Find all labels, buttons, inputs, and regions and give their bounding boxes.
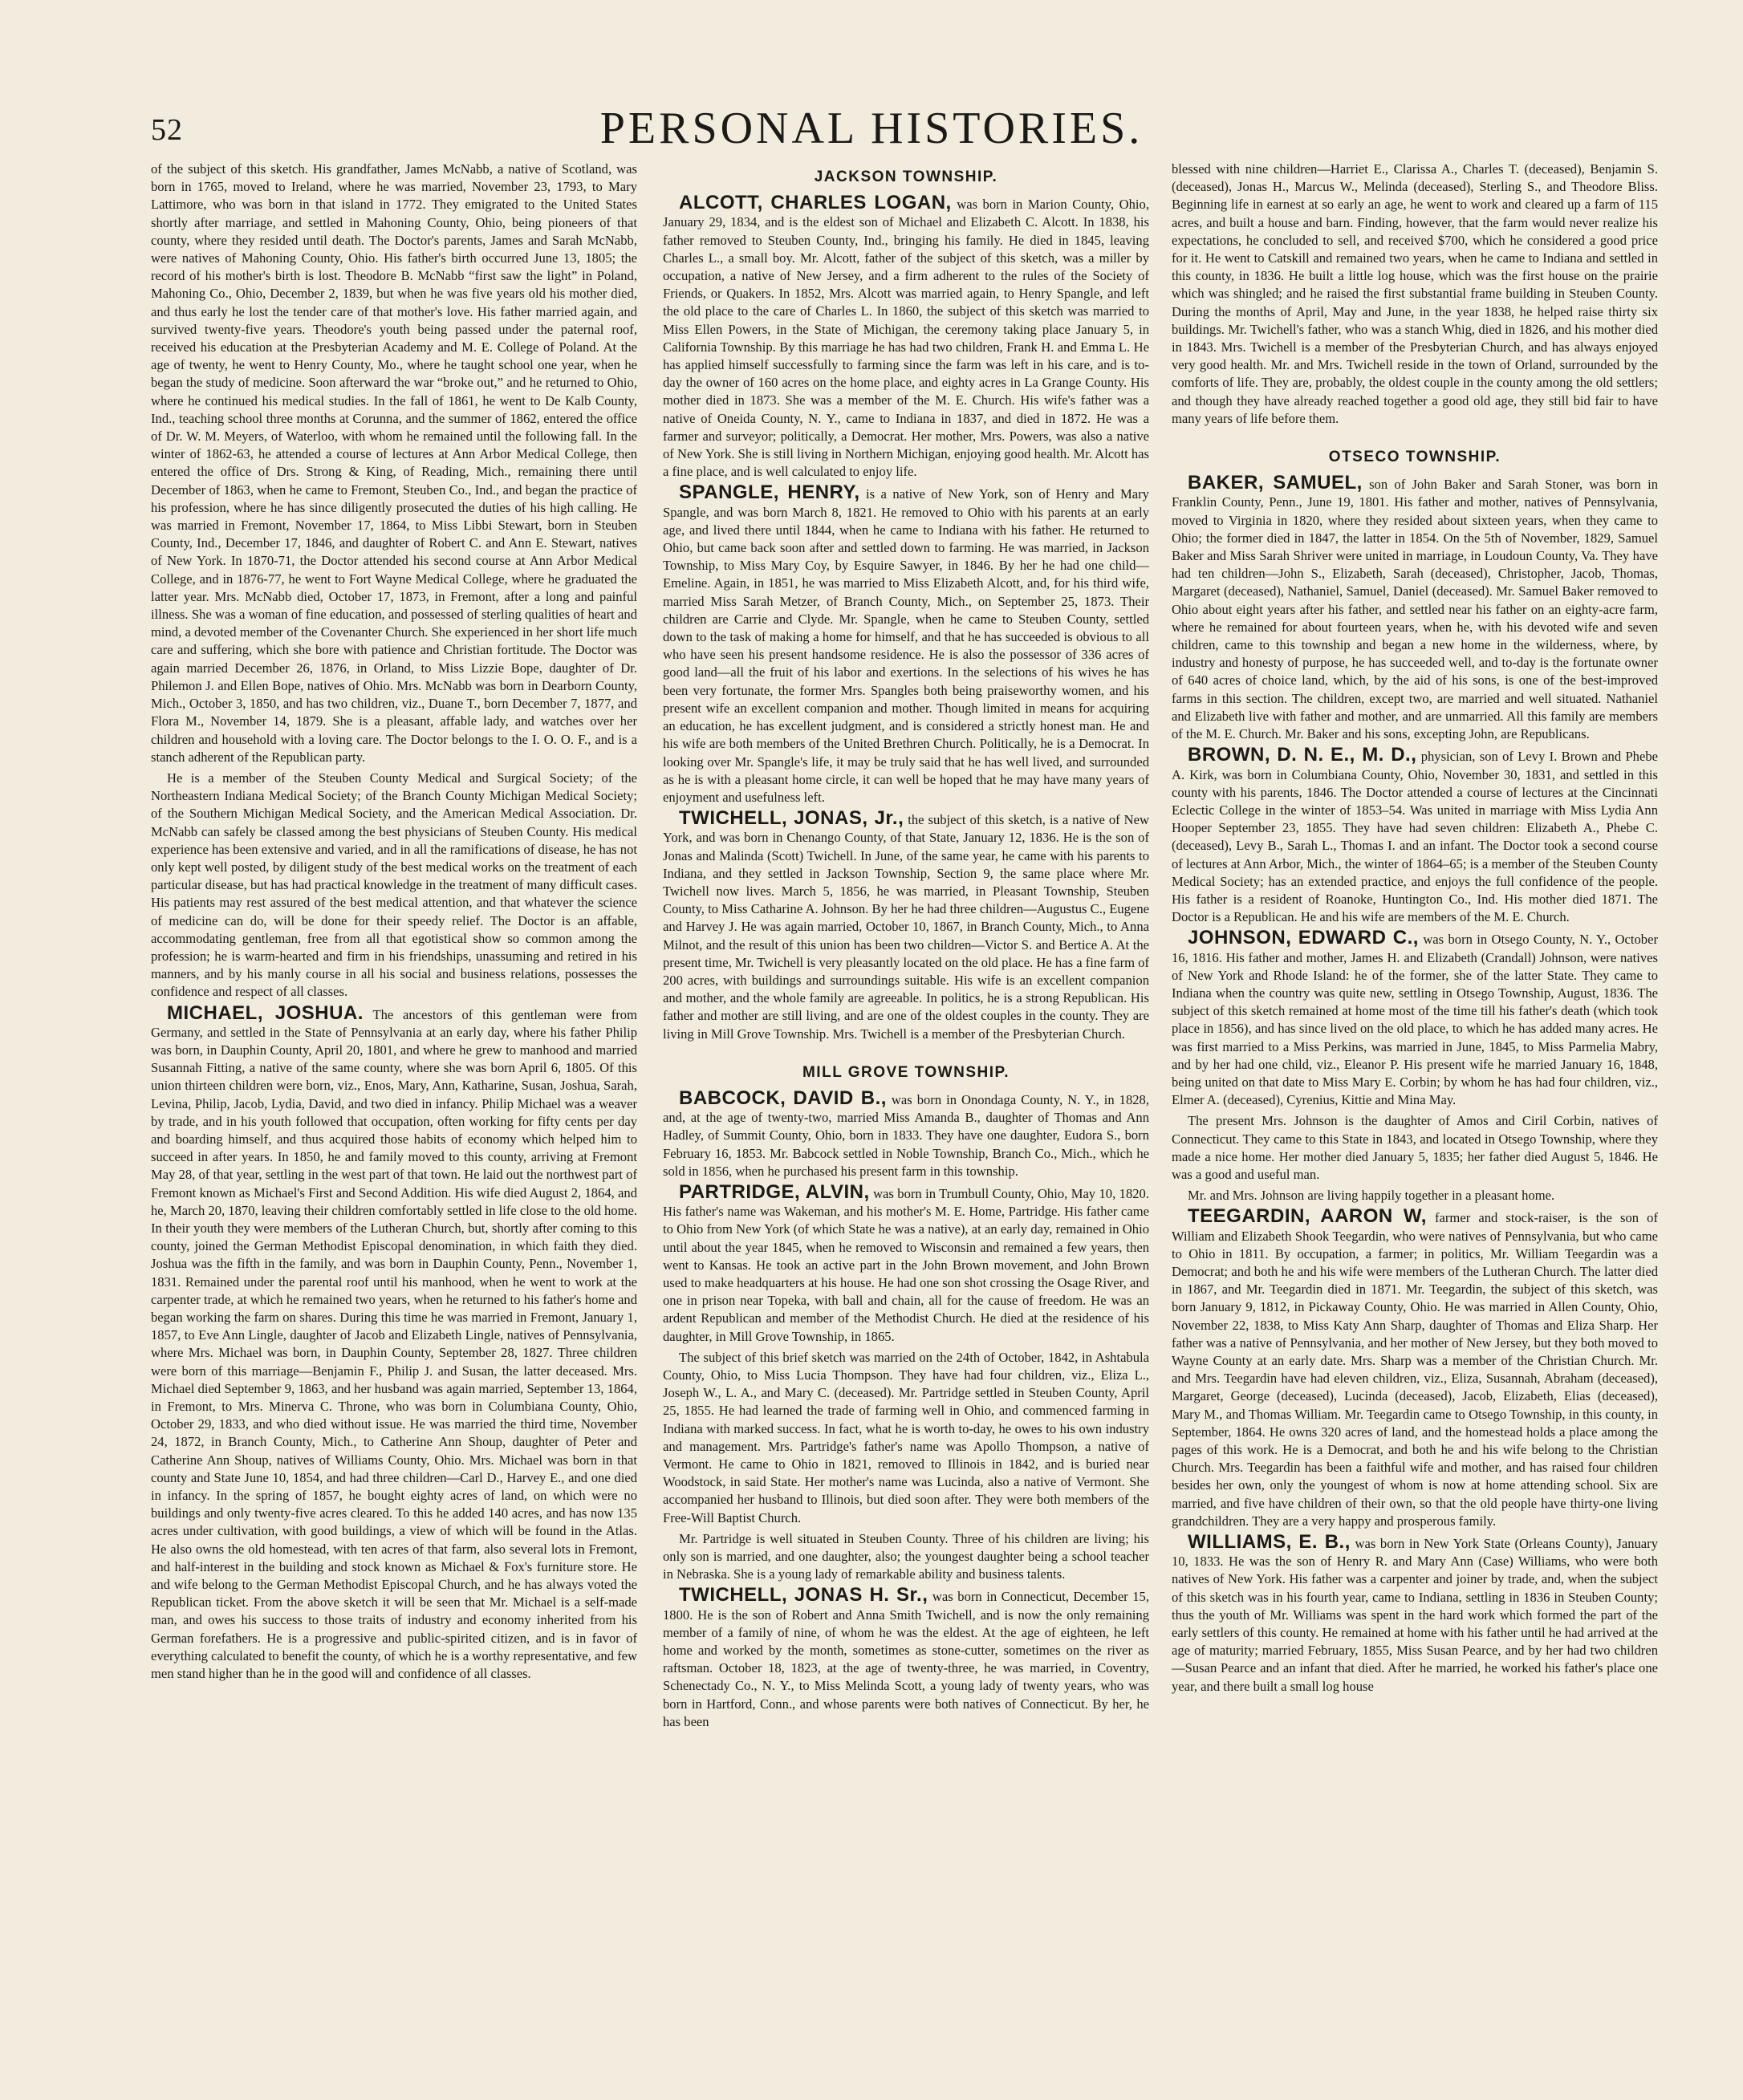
entry-name: JOHNSON, EDWARD C., [1188,927,1419,949]
alcott-entry [663,194,1149,481]
entry-name: BABCOCK, DAVID B., [679,1087,887,1109]
entry-name: SPANGLE, HENRY, [679,481,860,504]
township-heading: JACKSON TOWNSHIP. [814,169,998,185]
partridge-paragraph-3: Mr. Partridge is well situated in Steuben County. Three of his children are living; his only son is married, and one daughter, also; the youngest daughter being a school teacher in Nebraska. She is a young lady of remarkable ability and business talents. [663,1530,1149,1582]
entry-text: the subject of this sketch, is a native of New York, and was born in Chenango County, of that State, January 12, 1836. He is the son of Jonas and Malinda (Scott) Twichell. In June, of the same year, he came with his parents to Indiana, and they settled in Jackson Township, Section 9, the same place where Mr. Twichell now lives. March 5, 1856, he was married, in Pleasant Township, Steuben County, to Miss Catharine A. Johnson. By her he had three children—Augustus C., Eugene and Harvey J. He was again married, October 10, 1867, in Branch County, Mich., to Anna Milnot, and the result of this union has been two children—Victor S. and Bertice A. At the present time, Mr. Twichell is very pleasantly located on the old place. He has a fine farm of 200 acres, with buildings and surroundings suitable. His wife is an excellent companion and mother, and the whole family are agreeable. In politics, he is a strong Republican. His father and mother are still living, and are one of the oldest couples in the county. They are living in Mill Grove Township. Mrs. Twichell is a member of the Presbyterian Church. [663,812,1149,1042]
partridge-entry [663,1180,1149,1346]
entry-name: TWICHELL, JONAS, Jr., [679,807,904,830]
mcnabb-paragraph: of the subject of this sketch. His grandfather, James McNabb, a native of Scotland, was born in 1765, moved to Ireland, where he was married, November 23, 1793, to Mary Lattimore, who was born in that island in 1772. They emigrated to the United States shortly after marriage, and settled in Mahoning County, Ohio, being pioneers of that county, where they resided until death. The Doctor's parents, James and Sarah McNabb, were natives of Mahoning County, Ohio. His father's birth occurred June 13, 1805; the record of his mother's birth is lost. Theodore B. McNabb “first saw the light” in Poland, Mahoning Co., Ohio, December 2, 1839, but when he was five years old his mother died, and thus early he lost the tender care of that mother's love. His father married again, and survived twenty-five years. Theodore's youth being passed under the paternal roof, received his education at the Presbyterian Academy and M. E. College of Poland. At the age of twenty, he went to Henry County, Mo., where he taught school one year, when he began the study of medicine. Soon afterward the war “broke out,” and he returned to Ohio, where he continued his medical studies. In the fall of 1861, he went to De Kalb County, Ind., teaching school three months at Corunna, and the summer of 1862, entered the office of Dr. W. M. Meyers, of Waterloo, with whom he remained until the following fall. In the winter of 1862-63, he attended a course of lectures at Ann Arbor Medical College, then entered the office of Drs. Strong & King, of Reading, Mich., remaining there until December of 1863, when he came to Fremont, Steuben Co., Ind., and began the practice of his profession, where he has since diligently prosecuted the duties of his high calling. He was married in Fremont, November 17, 1864, to Miss Libbi Stewart, born in Steuben County, Ind., December 17, 1846, and daughter of Robert C. and Ann E. Stewart, natives of New York. In 1870-71, the Doctor attended his second course at Ann Arbor Medical College, and in 1876-77, he went to Fort Wayne Medical College, where he graduated the latter year. Mrs. McNabb died, October 17, 1873, in Fremont, after a long and painful illness. She was a woman of fine education, and possessed of sterling qualities of heart and mind, a devoted member of the Covenanter Church. She experienced in her short life much care and suffering, which she bore with patience and Christian fortitude. The Doctor was again married December 26, 1876, in Orland, to Miss Lizzie Bope, daughter of Dr. Philemon J. and Ellen Bope, natives of Ohio. Mrs. McNabb was born in Dearborn County, Mich., October 3, 1850, and has two children, viz., Duane T., born December 7, 1877, and Flora M., November 14, 1879. She is a pleasant, affable lady, and watches over her children and household with a loving care. The Doctor belongs to the I. O. O. F., and is a stanch adherent of the Republican party. [151,161,637,765]
column-middle [663,160,1149,2070]
babcock-entry [663,1087,1149,1180]
entry-text: is a native of New York, son of Henry and Mary Spangle, and was born March 8, 1821. He removed to Ohio with his parents at an early age, and lived there until 1844, when he came to Indiana with his father. He returned to Ohio, but came back soon after and settled down to farming. He was married, in Jackson Township, to Miss Mary Coy, by Esquire Sawyer, in 1846. By her he had one child—Emeline. Again, in 1851, he was married to Miss Elizabeth Alcott, and, for his third wife, married Miss Sarah Metzer, of Branch County, Mich., on September 25, 1873. Their children are Carrie and Clyde. Mr. Spangle, when he came to Steuben County, settled down to the task of making a home for himself, and that he has succeeded is obvious to all who have seen his present handsome residence. He is also the possessor of 336 acres of good land—all the fruit of his labor and exertions. In the selections of his wives he has been very fortunate, the former Mrs. Spangles both being praiseworthy women, and his present wife an excellent companion and mother. Though limited in means for acquiring an education, he has excellent judgment, and is considered a strictly honest man. He and his wife are both members of the United Brethren Church. Politically, he is a Democrat. In looking over Mr. Spangle's life, it may be truly said that he has well lived, and surrounded as he is with a pleasant home circle, it can well be hoped that he may have many years of enjoyment and usefulness left. [663,486,1149,805]
township-heading: MILL GROVE TOWNSHIP. [802,1063,1010,1081]
entry-name: ALCOTT, CHARLES LOGAN, [679,192,952,214]
entry-name: TEEGARDIN, AARON W, [1188,1205,1427,1228]
williams-entry [1172,1533,1658,1696]
twichell-sr-entry [663,1586,1149,1731]
spangle-entry [663,481,1149,806]
page-title: PERSONAL HISTORIES. [599,104,1144,153]
column-left [151,160,637,2070]
twichell-jr-entry [663,807,1149,1043]
entry-text: was born in Trumbull County, Ohio, May 10, 1820. His father's name was Wakeman, and his mother's M. E. Home, Partridge. His father came to Ohio from New York (of which State he was a native), at an early day, remained in Ohio until about the year 1845, when he removed to Wisconsin and remained a few years, then went to Kansas. He took an active part in the John Brown movement, and John Brown used to make headquarters at his house. He had one son shot crossing the Osage River, and one in prison near Topeka, with ball and chain, all for the cause of freedom. He was an ardent Republican and member of the Methodist Church. He died at the residence of his daughter, in Mill Grove Township, in 1865. [663,1185,1149,1344]
entry-name: TWICHELL, JONAS H. Sr., [679,1584,928,1606]
column-right [1172,160,1658,2070]
entry-text: son of John Baker and Sarah Stoner, was born in Franklin County, Penn., June 19, 1801. His father and mother, natives of Pennsylvania, moved to Virginia in 1820, where they resided about sixteen years, when they came to Ohio; the former died in 1847, the latter in 1854. On the 5th of November, 1829, Samuel Baker and Miss Sarah Shriver were united in marriage, in Loudoun County, Va. They have had ten children—John S., Elizabeth, Sarah (deceased), Christopher, Jacob, Thomas, Margaret (deceased), Nathaniel, Samuel, Daniel (deceased). Mr. Samuel Baker removed to Ohio about eight years after his father, and settled near his father on an eighty-acre farm, where he remained for about fourteen years, when he, with his devoted wife and seven children, came to this township and began a new home in the wilderness, where, by industry and honesty of purpose, he has succeeded well, and to-day is the fortunate owner of 640 acres of choice land, which, by the aid of his sons, is one of the best-improved farms in this section. The children, except two, are married and well situated. Nathaniel and Elizabeth live with father and mother, and are unmarried. All this family are members of the M. E. Church. Mr. Baker and his sons, excepting John, are Republicans. [1172,477,1658,742]
entry-name: MICHAEL, JOSHUA. [167,1001,364,1024]
entry-name: BAKER, SAMUEL, [1188,472,1363,494]
entry-name: BROWN, D. N. E., M. D., [1188,744,1417,766]
entry-text: physician, son of Levy I. Brown and Phebe A. Kirk, was born in Columbiana County, Ohio, November 30, 1831, and settled in this county with his parents, 1846. The Doctor attended a course of lectures at the Cincinnati Eclectic College in the winter of 1853–54. Was united in marriage with Miss Lydia Ann Hooper September 23, 1855. They have had seven children: Elizabeth A., Phebe C. (deceased), Levy B., Sarah L., Thomas I. and an infant. The Doctor took a second course of lectures at Ann Arbor, Mich., the winter of 1864–65; is a member of the Steuben County Medical Society; has an extended practice, and enjoys the full confidence of the people. His father is a resident of Roanoke, Huntington Co., Ind. His mother died 1871. The Doctor is a Republican. He and his wife are members of the M. E. Church. [1172,749,1658,925]
brown-entry [1172,746,1658,926]
entry-text: was born in Onondaga County, N. Y., in 1828, and, at the age of twenty-two, married Miss Amanda B., daughter of Thomas and Ann Hadley, of Summit County, Ohio, born in 1833. They have one daughter, Eudora S., born February 16, 1853. Mr. Babcock settled in Noble Township, Branch Co., Mich., which he sold in 1856, when he purchased his present farm in this township. [663,1091,1149,1179]
partridge-paragraph-2: The subject of this brief sketch was married on the 24th of October, 1842, in Ashtabula County, Ohio, to Miss Lucia Thompson. They have had four children, viz., Eliza L., Joseph W., L. A., and Mary C. (deceased). Mr. Partridge settled in Steuben County, April 25, 1855. He had learned the trade of farming well in Ohio, and commenced farming in Indiana with marked success. In fact, what he is worth to-day, he owes to his own industry and management. Mrs. Partridge's father's name was Apollo Thompson, a native of Vermont. He came to Ohio in 1821, removed to Illinois in 1842, and is buried near Woodstock, in said State. Her mother's name was Lucinda, also a native of Vermont. She accompanied her husband to Illinois, but died soon after. They were both members of the Free-Will Baptist Church. [663,1349,1149,1525]
entry-text: was born in Marion County, Ohio, January 29, 1834, and is the eldest son of Michael and Elizabeth C. Alcott. In 1838, his father removed to Steuben County, Ind., bringing his family. He died in 1845, leaving Charles L., a small boy. Mr. Alcott, father of the subject of this sketch, was a miller by occupation, a native of New Jersey, and a firm adherent to the rules of the Society of Friends, or Quakers. In 1852, Mrs. Alcott was married again, to Henry Spangle, and left the old place to the care of Charles L. In 1860, the subject of this sketch was married to Miss Ellen Powers, in the State of Michigan, the ceremony taking place January 5, in California Township. By this marriage he has had two children, Frank H. and Emma L. He has applied himself successfully to farming since the farm was left in his care, and is to-day the owner of 160 acres on the home place, and eighty acres in La Grange County. His mother died in 1873. She was a member of the M. E. Church. His wife's father was a native of Oneida County, N. Y., came to Indiana in 1837, and died in 1872. He was a farmer and surveyor; politically, a Democrat. Her mother, Mrs. Powers, was also a native of New York. She is still living in Northern Michigan, enjoying good health. Mr. Alcott has a fine place, and is well calculated to enjoy life. [663,197,1149,480]
mcnabb-paragraph-2: He is a member of the Steuben County Medical and Surgical Society; of the Northeastern Indiana Medical Society; of the Branch County Michigan Medical Society; of the Southern Michigan Medical Society, and the American Medical Association. Dr. McNabb can safely be classed among the best physicians of Steuben County. His medical experience has been extensive and varied, and in all the ramifications of disease, he has not only kept well posted, by diligent study of the best medical works on the treatment of each particular disease, but has had practical knowledge in the treatment of many difficult cases. His patients may rest assured of the best medical attention, and that whatever the science of medicine can do, will be done for their speedy relief. The Doctor is an affable, accommodating gentleman, free from all that egotistical show so common among the profession; he is warm-hearted and firm in his friendships, unassuming and retired in his manners, and by his manly course in all his social and business relations, possesses the confidence and respect of all classes. [151,770,637,1000]
teegardin-entry [1172,1205,1658,1530]
entry-text: was born in Connecticut, December 15, 1800. He is the son of Robert and Anna Smith Twichell, and is now the only remaining member of a family of nine, of whom he was the eldest. At the age of eighteen, he left home and worked by the month, sometimes as stone-cutter, sometimes on the river as raftsman. October 18, 1823, at the age of twenty-three, he was married, in Coventry, Schenectady Co., N. Y., to Miss Melinda Scott, a young lady of twenty years, who was born in Hartford, Conn., and whose parents were both natives of Connecticut. By her, he has been [663,1589,1149,1729]
entry-name: PARTRIDGE, ALVIN, [679,1180,870,1203]
entry-text: was born in New York State (Orleans County), January 10, 1833. He was the son of Henry R. and Mary Ann (Case) Williams, who were both natives of New York. His father was a carpenter and joiner by trade, and, when the subject of this sketch was in his fourth year, came to Indiana, settling in 1836 in Steuben County; thus the youth of Mr. Williams was spent in the hard work which formed the part of the early settlers of this county. He remained at home with his father until he had arrived at the age of maturity; married February, 1855, Miss Susan Pearce, and by her had two children—Susan Pearce and an infant that died. After he married, he worked his father's place one year, and there built a small log house [1172,1536,1658,1694]
township-heading: OTSECO TOWNSHIP. [1328,449,1501,466]
baker-entry [1172,474,1658,743]
johnson-paragraph-2: The present Mrs. Johnson is the daughter of Amos and Ciril Corbin, natives of Connecticut. They came to this State in 1843, and located in Otsego Township, where they made a nice home. Her mother died January 5, 1835; her father died August 5, 1846. He was a good and useful man. [1172,1113,1658,1182]
page-number: 52 [151,113,183,147]
entry-text: farmer and stock-raiser, is the son of William and Elizabeth Shook Teegardin, who were natives of Pennsylvania, but who came to Ohio in 1811. By occupation, a farmer; in politics, Mr. William Teegardin was a Democrat; and both he and his wife were members of the Lutheran Church. The latter died in 1867, and Mr. Teegardin died in 1871. Mr. Teegardin, the subject of this sketch, was born January 9, 1812, in Pickaway County, Ohio. He was married in Allen County, Ohio, November 22, 1838, to Miss Katy Ann Sharp, daughter of Thomas and Eliza Sharp. Her father was a native of Pennsylvania, and her mother of New Jersey, but they both moved to Wayne County at an early date. Mrs. Sharp was a member of the Christian Church. Mr. and Mrs. Teegardin have had eleven children, viz., Eliza, Susannah, Abraham (deceased), Margaret, George (deceased), Lucinda (deceased), Jacob, Elizabeth, Elias (deceased), Mary M., and Thomas William. Mr. Teegardin came to Otsego Township, in this county, in September, 1864. He owns 320 acres of land, and the homestead holds a place among the pages of this work. He is a Democrat, and both he and his wife belong to the Christian Church. Mrs. Teegardin has been a faithful wife and mother, and has raised four children besides her own, only the youngest of whom is now at home attending school. Six are married, and five have children of their own, so that the old people have thirty-one living grandchildren. They are a very happy and prosperous family. [1172,1210,1658,1529]
twichell-sr-continued: blessed with nine children—Harriet E., Clarissa A., Charles T. (deceased), Benjamin S. (deceased), Jonas H., Marcus W., Melinda (deceased), Sterling S., and Theodore Bliss. Beginning life in earnest at so early an age, he went to work and cleared up a farm of 115 acres, and built a house and barn. Finding, however, that the farm would never realize his expectations, he concluded to sell, and received $700, which he considered a good price for it. He went to Catskill and remained two years, when he came to Indiana and settled in this county, in 1836. He built a little log house, which was the first house on the prairie which was shingled; and he raised the first substantial frame building in Steuben County. During the months of April, May and June, in the year 1838, he helped raise thirty six buildings. Mr. Twichell's father, who was a stanch Whig, died in 1826, and his mother died in 1843. Mrs. Twichell is a member of the Presbyterian Church, and has always enjoyed very good health. Mr. and Mrs. Twichell reside in the town of Orland, surrounded by the comforts of life. They are, probably, the oldest couple in the county among the old settlers; and though they have already reached together a good old age, they still bid fair to have many years of life before them. [1172,161,1658,426]
johnson-entry [1172,929,1658,1109]
johnson-paragraph-3: Mr. and Mrs. Johnson are living happily together in a pleasant home. [1188,1188,1555,1204]
entry-text: was born in Otsego County, N. Y., October 16, 1816. His father and mother, James H. and Elizabeth (Crandall) Johnson, were natives of New York and Rhode Island: he of the former, she of the latter State. They came to Indiana when the country was quite new, settling in Otsego Township, August, 1836. The subject of this sketch remained at home most of the time till his father's death (which took place in 1856), and has since lived on the old place, to which he has added many acres. He was first married to a Miss Perkins, was married in June, 1845, to Miss Parmelia Mabry, and by her had one child, viz., Eleanor P. His present wife he married January 16, 1848, being united on that date to Miss Mary E. Corbin; by whom he has had four children, viz., Elmer A. (deceased), Cyrenius, Kittie and Mina May. [1172,932,1658,1108]
entry-name: WILLIAMS, E. B., [1188,1531,1351,1554]
michael-entry [151,1001,637,1684]
entry-text: The ancestors of this gentleman were from Germany, and settled in the State of Pennsylvania at an early day, where his father Philip was born, in Dauphin County, April 20, 1801, and where he grew to manhood and married Susannah Fitting, a native of the same county, where she was born April 6, 1805. Of this union thirteen children were born, viz., Enos, Mary, Ann, Katharine, Susan, Joshua, Sarah, Levina, Philip, Jacob, Lydia, David, and two died in infancy. Philip Michael was a weaver by trade, and in his youth followed that occupation, often working for fifty cents per day and boarding himself, and thus acquired those habits of economy which helped him to succeed in after years. In 1850, he and family moved to this county, arriving at Fremont May 28, of that year, settling in the west part of that town. He laid out the northwest part of Fremont known as Michael's First and Second Addition. His wife died August 2, 1864, and he, March 20, 1870, leaving their children comfortably settled in life close to the old home. In their youth they were members of the Lutheran Church, but, shortly after coming to this county, joined the German Methodist Episcopal denomination, in which faith they died. Joshua was the fifth in the family, and was born in Dauphin County, Penn., November 1, 1831. Remained under the parental roof until his manhood, when he went to work at the carpenter trade, at which he remained two years, when he returned to his father's home and began working the farm on shares. During this time he was married in Fremont, January 1, 1857, to Eve Ann Lingle, daughter of Jacob and Elizabeth Lingle, natives of Pennsylvania, where Mrs. Michael was born, in Dauphin County, September 28, 1827. Three children were born of this marriage—Benjamin F., Philip J. and Susan, the latter deceased. Mrs. Michael died September 9, 1863, and her husband was again married, September 13, 1864, in Fremont, to Mrs. Minerva C. Throne, who was born in Columbiana County, Ohio, October 29, 1833, and who died without issue. He was married the third time, November 24, 1872, in Branch County, Mich., to Catherine Ann Shoup, daughter of Peter and Catherine Ann Shoup, natives of Williams County, Ohio. Mrs. Michael was born in that county and State June 10, 1854, and had three children—Carl D., Harvey E., and one died in infancy. In the spring of 1857, he bought eighty acres of land, on which were no buildings and only twenty-five acres cleared. To this he added 140 acres, and has now 135 acres under cultivation, with good buildings, a view of which will be found in the Atlas. He also owns the old homestead, with ten acres of that farm, also several lots in Fremont, and half-interest in the building and stock known as Michael & Fox's furniture store. He and wife belong to the German Methodist Episcopal Church, and he has always voted the Republican ticket. From the above sketch it will be seen that Mr. Michael is a self-made man, and owes his success to those traits of industry and economy inherited from his German forefathers. He is a progressive and public-spirited citizen, and is in favor of everything calculated to benefit the county, of which he is a worthy representative, and few men stand higher than he in the good will and confidence of all classes. [151,1006,637,1682]
